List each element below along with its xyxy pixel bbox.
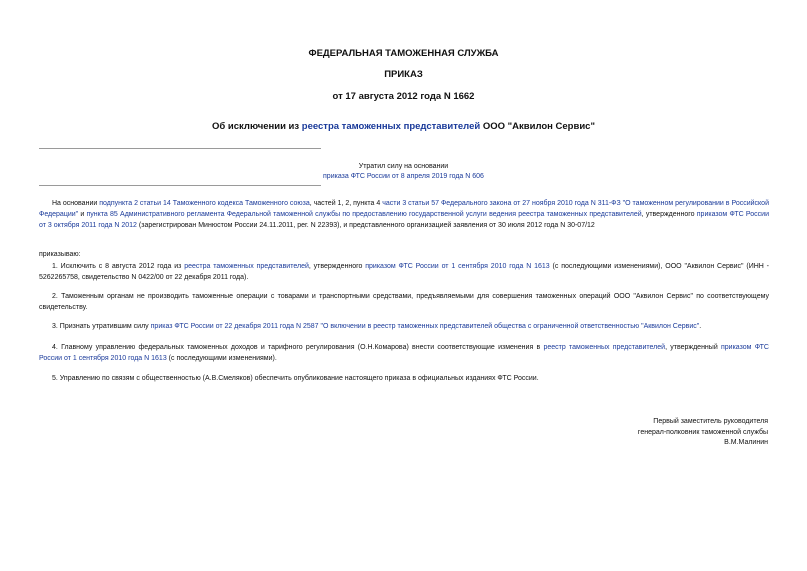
signature-rank: генерал-полковник таможенной службы — [637, 428, 768, 436]
subject-prefix: Об исключении из — [212, 121, 302, 132]
status-link-line — [0, 171, 807, 182]
order-word: приказываю: — [39, 251, 81, 258]
signature-name: В.М.Малинин — [724, 439, 768, 446]
item-2 — [39, 291, 769, 313]
preamble-text-3: и — [78, 211, 87, 218]
preamble-link-regulation[interactable]: пункта 85 Административного регламента Федеральной таможенной службы по предоставлению государственной услуги ведения реестра таможенных представителей — [86, 211, 642, 218]
subject-suffix: ООО "Аквилон Сервис" — [480, 121, 595, 132]
item-5-text: 5. Управлению по связям с общественностью (А.В.Смеляков) обеспечить опубликование настоящего приказа в официальных изданиях ФТС России. — [52, 375, 539, 382]
item-4-text-1: 4. Главному управлению федеральных таможенных доходов и тарифного регулирования (О.Н.Комарова) внести соответствующие изменения в — [52, 344, 544, 351]
item-1-registry-link[interactable]: реестра таможенных представителей — [184, 263, 309, 270]
signature-position: Первый заместитель руководителя — [653, 418, 768, 425]
item-3-order-link[interactable]: приказ ФТС России от 22 декабря 2011 года N 2587 "О включении в реестр таможенных представителей общества с ограниченной ответственностью "Аквилон Сервис" — [150, 323, 700, 330]
subject-registry-link[interactable]: реестра таможенных представителей — [301, 121, 481, 132]
item-1-text-1: 1. Исключить с 8 августа 2012 года из — [52, 263, 185, 270]
agency-title: ФЕДЕРАЛЬНАЯ ТАМОЖЕННАЯ СЛУЖБА — [308, 48, 499, 59]
preamble-text-4: , утвержденного — [641, 211, 697, 218]
item-3-text-2: . — [699, 323, 702, 330]
document-type: ПРИКАЗ — [384, 69, 423, 80]
item-4-text-2: , утвержденный — [665, 344, 721, 351]
item-4-text-3: (с последующими изменениями). — [166, 355, 277, 362]
item-1 — [39, 261, 769, 283]
item-4-registry-link[interactable]: реестр таможенных представителей — [543, 344, 666, 351]
item-1-text-3: (с последующими изменениями), ООО "Аквилон Сервис" (ИНН - 5262265758, свидетельство N 0422/00 от 22 декабря 2011 года). — [39, 263, 770, 281]
preamble-text-5: (зарегистрирован Минюстом России 24.11.2011, рег. N 22393), и представленного организацией заявления от 30 июля 2012 года N 30-07/12 — [136, 222, 595, 229]
preamble-text-2: , частей 1, 2, пункта 4 — [309, 200, 383, 207]
item-5 — [39, 373, 769, 384]
document-date: от 17 августа 2012 года N 1662 — [332, 91, 475, 102]
item-4-order-link[interactable]: приказом ФТС России от 1 сентября 2010 года N 1613 — [39, 344, 769, 362]
divider-bottom — [39, 185, 321, 186]
document-subject — [0, 121, 807, 132]
preamble-link-order-2012[interactable]: приказом ФТС России от 3 октября 2011 года N 2012 — [39, 211, 770, 229]
preamble-paragraph — [39, 198, 769, 231]
status-note: Утратил силу на основании — [358, 163, 449, 170]
signature-block — [638, 417, 768, 449]
item-3-text-1: 3. Признать утратившим силу — [52, 323, 151, 330]
item-4 — [39, 342, 769, 364]
divider-top — [39, 148, 321, 149]
item-2-text: 2. Таможенным органам не производить таможенные операции с товарами и транспортными средствами, предъявляемыми для совершения таможенных операций ООО "Аквилон Сервис" по соответствующему свидетельству. — [39, 293, 769, 311]
repeal-order-link[interactable]: приказа ФТС России от 8 апреля 2019 года N 606 — [323, 173, 484, 180]
preamble-text-1: На основании — [52, 200, 100, 207]
preamble-link-customs-code[interactable]: подпункта 2 статьи 14 Таможенного кодекса Таможенного союза — [99, 200, 310, 207]
item-1-order-link[interactable]: приказом ФТС России от 1 сентября 2010 года N 1613 — [365, 263, 550, 270]
item-1-text-2: , утвержденного — [308, 263, 366, 270]
item-3 — [39, 321, 769, 332]
preamble-link-federal-law[interactable]: части 3 статьи 57 Федерального закона от 27 ноября 2010 года N 311-ФЗ "О таможенном регулировании в Российской Федерации" — [39, 200, 769, 218]
